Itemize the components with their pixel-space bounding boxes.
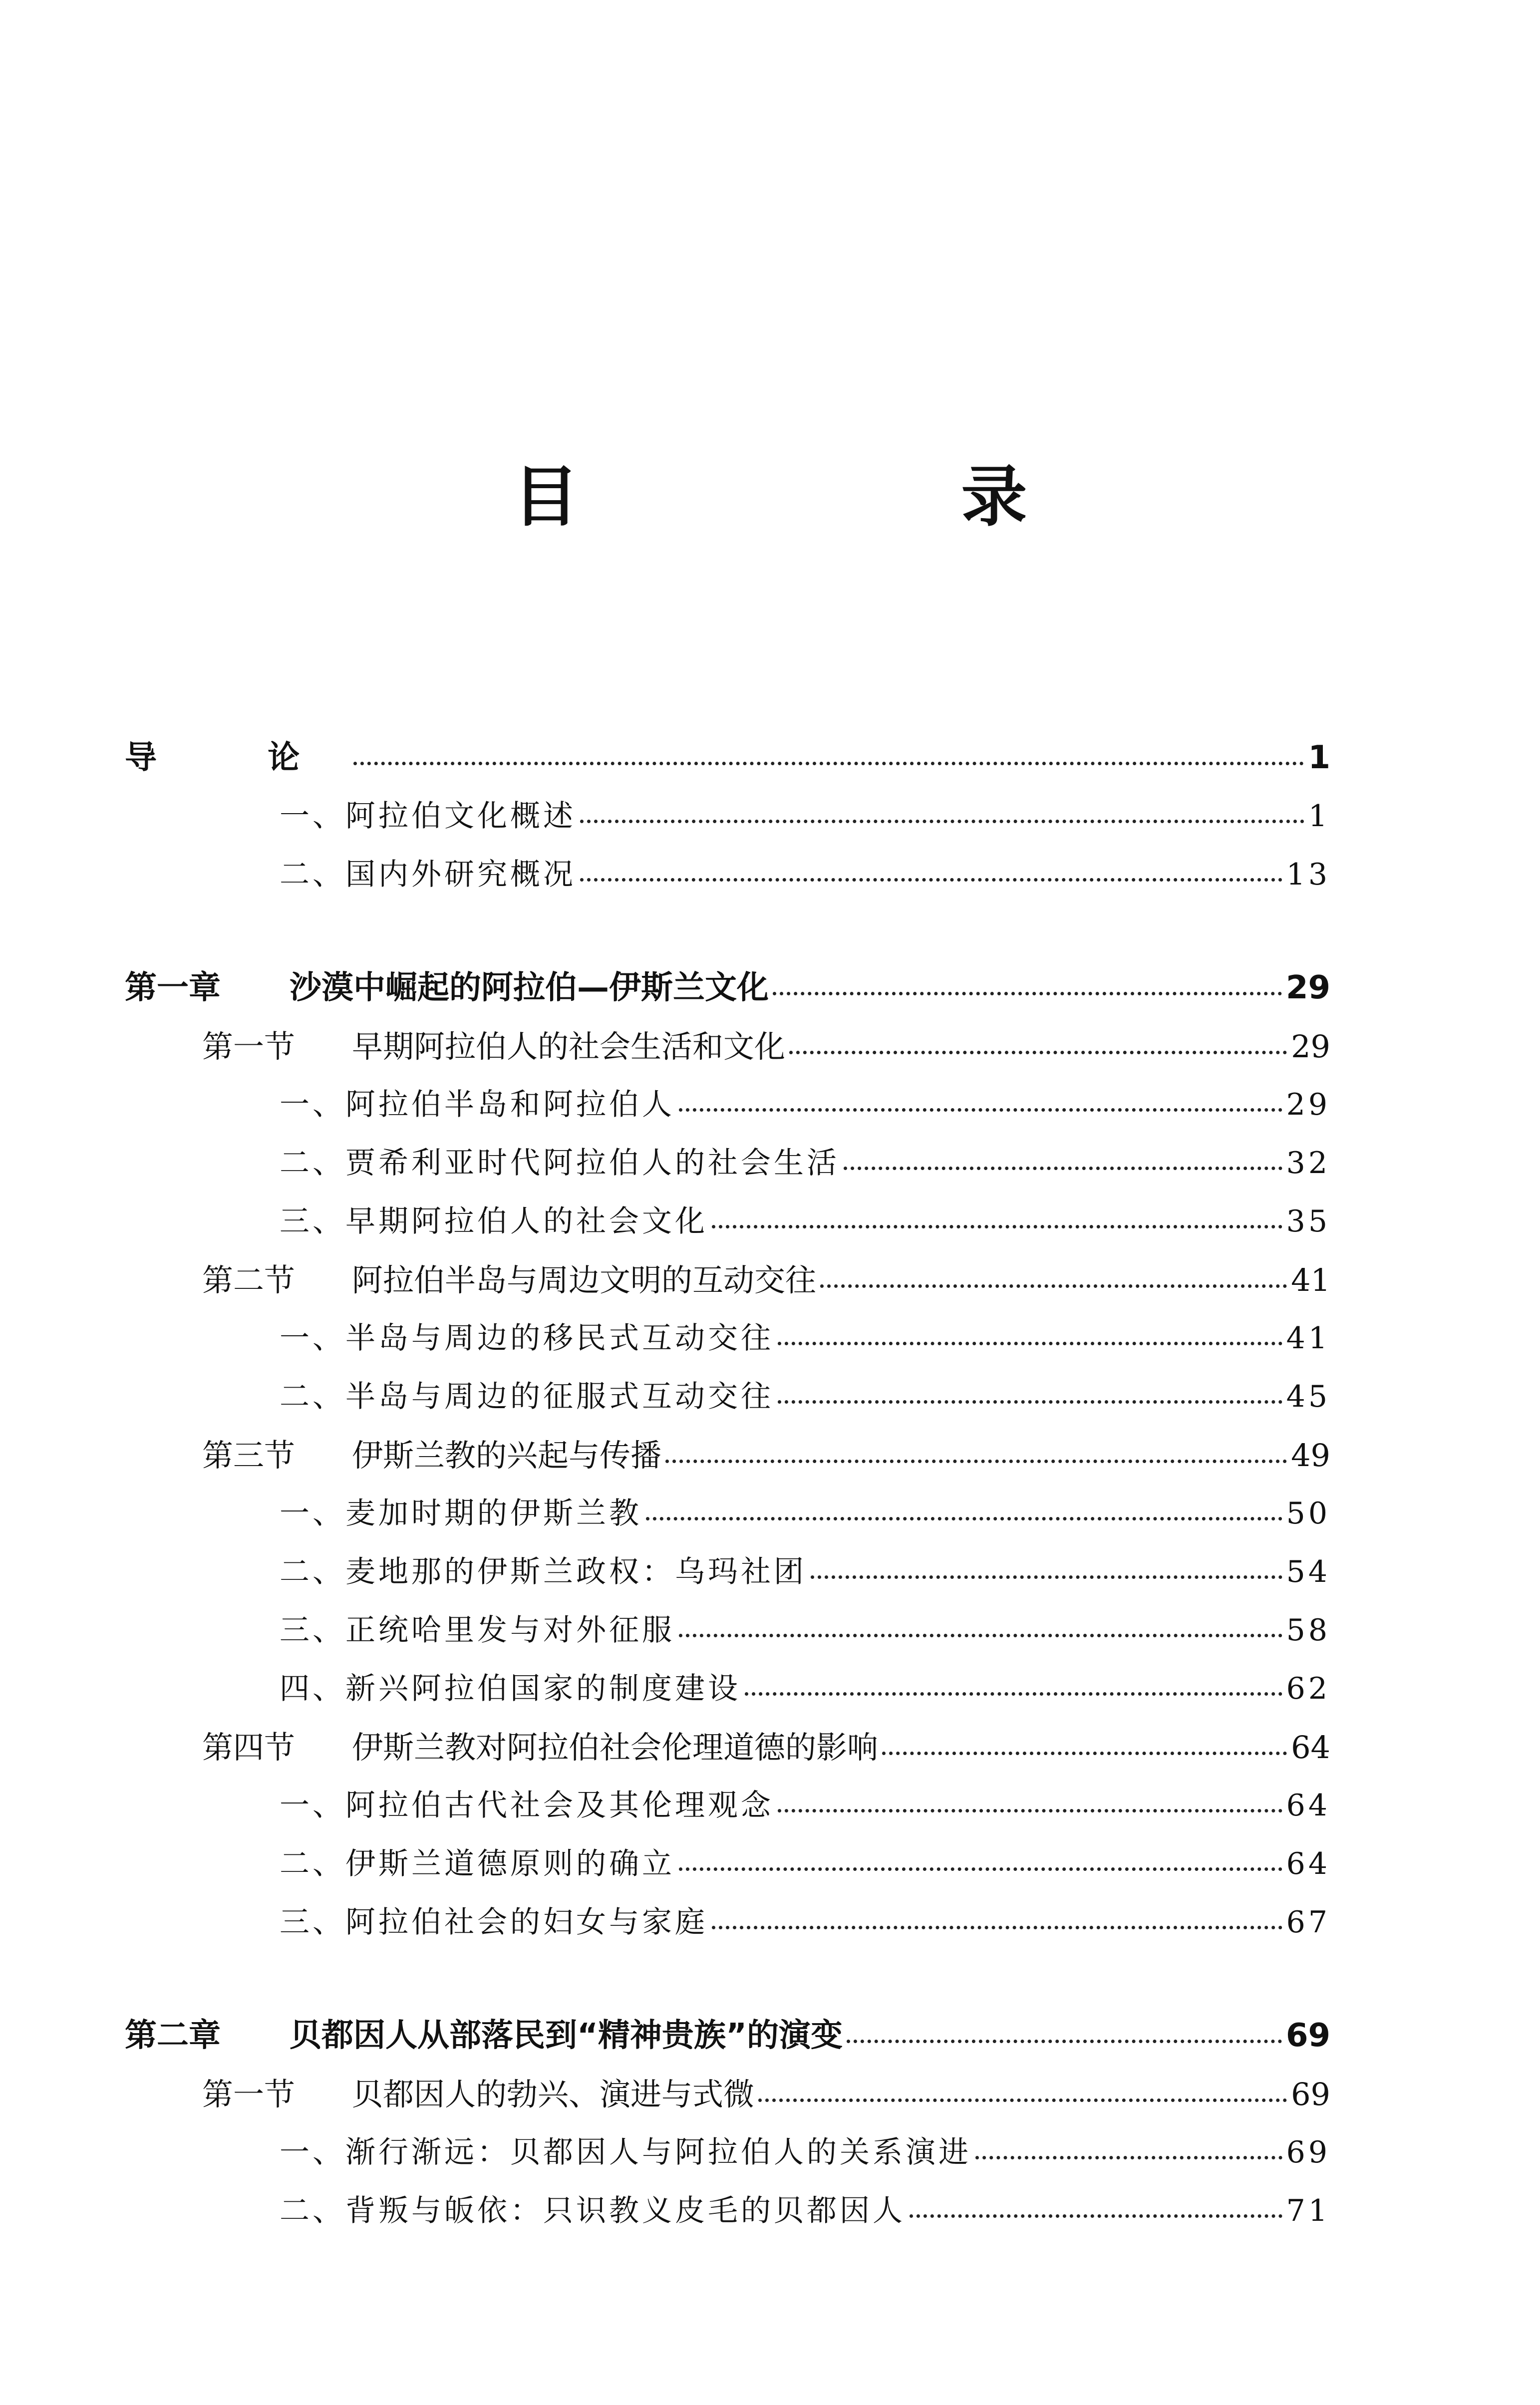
dot-leader [679,1867,1282,1871]
toc-intro[interactable] [125,729,1330,787]
toc-item[interactable] [125,1076,1330,1134]
toc-item[interactable] [125,1601,1330,1660]
toc-page-number: 71 [1286,2193,1330,2228]
toc-entry-label: 一、渐行渐远：贝都因人与阿拉伯人的关系演进 [280,2135,971,2170]
dot-leader [679,1108,1282,1112]
toc-entry-label: 一、半岛与周边的移民式互动交往 [280,1321,774,1356]
toc-page-number: 69 [1285,2017,1330,2054]
toc-item[interactable] [125,1193,1330,1251]
section-title: 阿拉伯半岛与周边文明的互动交往 [352,1262,817,1298]
toc-page-number: 69 [1286,2135,1330,2170]
toc-page-number: 64 [1286,1788,1330,1823]
toc-page-number: 45 [1286,1379,1330,1414]
toc-page-number: 50 [1286,1496,1330,1531]
toc-item[interactable] [125,1893,1330,1952]
toc-entry-label: 二、贾希利亚时代阿拉伯人的社会生活 [280,1146,840,1181]
toc-page-number: 41 [1286,1321,1330,1356]
toc-item[interactable] [125,1368,1330,1426]
dot-leader [910,2214,1282,2218]
toc-page-number: 29 [1285,969,1330,1006]
dot-leader [712,1225,1282,1228]
toc-entry-label [202,1718,878,1777]
table-of-contents [125,729,1330,2240]
toc-entry-label: 一、阿拉伯半岛和阿拉伯人 [280,1087,675,1122]
toc-page-number: 64 [1291,1729,1330,1766]
section-number: 第二节 [202,1262,296,1298]
page-title: 目 录 [513,459,1207,536]
toc-page-number: 69 [1291,2076,1330,2112]
dot-leader [646,1517,1282,1520]
dot-leader [820,1284,1287,1288]
dot-leader [679,1634,1282,1637]
dot-leader [778,1400,1282,1404]
toc-item[interactable] [125,1660,1330,1718]
toc-chapter-1[interactable] [125,959,1330,1017]
toc-entry-label [202,1426,661,1485]
toc-entry-label: 三、正统哈里发与对外征服 [280,1613,675,1648]
toc-item[interactable] [125,1777,1330,1835]
section-number: 第一节 [202,2076,296,2112]
toc-entry-label: 一、阿拉伯文化概述 [280,799,576,834]
dot-leader [758,2099,1287,2102]
dot-leader [773,992,1282,995]
section-title: 贝都因人的勃兴、演进与式微 [352,2076,755,2112]
toc-item[interactable] [125,1485,1330,1543]
toc-page-number: 1 [1308,799,1330,834]
toc-entry-label: 导 论 [125,739,350,776]
toc-page-number: 13 [1286,857,1330,892]
toc-section[interactable] [125,1718,1330,1777]
toc-item[interactable] [125,846,1330,904]
dot-leader [580,878,1282,882]
section-title: 早期阿拉伯人的社会生活和文化 [352,1028,786,1065]
dot-leader [847,2040,1282,2043]
toc-section[interactable] [125,1251,1330,1309]
toc-entry-label [202,2065,754,2123]
toc-section[interactable] [125,1426,1330,1485]
toc-entry-label: 三、早期阿拉伯人的社会文化 [280,1204,708,1239]
toc-item[interactable] [125,1835,1330,1893]
toc-page-number: 41 [1291,1262,1330,1298]
toc-page-number: 49 [1291,1437,1330,1474]
toc-item[interactable] [125,2182,1330,2240]
toc-page-number: 58 [1286,1613,1330,1648]
toc-section[interactable] [125,1017,1330,1076]
toc-item[interactable] [125,1543,1330,1601]
toc-entry-label: 二、伊斯兰道德原则的确立 [280,1846,675,1881]
dot-leader [778,1809,1282,1812]
dot-leader [353,762,1304,765]
chapter-title: 贝都因人从部落民到“精神贵族”的演变 [290,2017,843,2054]
dot-leader [745,1692,1282,1696]
section-number: 第一节 [202,1028,296,1065]
toc-page-number: 54 [1286,1554,1330,1589]
toc-entry-label: 一、麦加时期的伊斯兰教 [280,1496,642,1531]
toc-page-number: 29 [1286,1087,1330,1122]
toc-entry-label: 四、新兴阿拉伯国家的制度建设 [280,1671,741,1706]
toc-page-number: 1 [1308,739,1330,776]
chapter-title: 沙漠中崛起的阿拉伯—伊斯兰文化 [290,969,769,1006]
chapter-number: 第二章 [125,2017,221,2054]
toc-page-number: 32 [1286,1146,1330,1181]
toc-chapter-2[interactable] [125,2007,1330,2065]
toc-item[interactable] [125,787,1330,846]
toc-entry-label: 二、国内外研究概况 [280,857,576,892]
toc-entry-label [125,959,769,1017]
section-number: 第四节 [202,1729,296,1766]
dot-leader [665,1460,1287,1463]
toc-entry-label [202,1251,816,1309]
toc-entry-label: 三、阿拉伯社会的妇女与家庭 [280,1905,708,1940]
chapter-number: 第一章 [125,969,221,1006]
toc-page-number: 29 [1291,1028,1330,1065]
toc-entry-label: 二、半岛与周边的征服式互动交往 [280,1379,774,1414]
dot-leader [844,1167,1282,1170]
toc-section[interactable] [125,2065,1330,2123]
toc-item[interactable] [125,2123,1330,2182]
dot-leader [975,2156,1282,2159]
dot-leader [789,1051,1287,1054]
toc-page-number: 62 [1286,1671,1330,1706]
dot-leader [882,1752,1287,1755]
section-title: 伊斯兰教对阿拉伯社会伦理道德的影响 [352,1729,879,1766]
dot-leader [580,820,1304,823]
toc-item[interactable] [125,1134,1330,1193]
toc-entry-label: 二、背叛与皈依：只识教义皮毛的贝都因人 [280,2193,906,2228]
toc-entry-label: 一、阿拉伯古代社会及其伦理观念 [280,1788,774,1823]
toc-page-number: 67 [1286,1905,1330,1940]
toc-page-number: 35 [1286,1204,1330,1239]
dot-leader [712,1926,1282,1929]
toc-item[interactable] [125,1309,1330,1368]
dot-leader [778,1342,1282,1345]
section-number: 第三节 [202,1437,296,1474]
toc-page-number: 64 [1286,1846,1330,1881]
section-title: 伊斯兰教的兴起与传播 [352,1437,662,1474]
dot-leader [811,1575,1282,1579]
toc-entry-label [125,2007,843,2065]
toc-entry-label: 二、麦地那的伊斯兰政权：乌玛社团 [280,1554,807,1589]
toc-entry-label [202,1017,785,1076]
